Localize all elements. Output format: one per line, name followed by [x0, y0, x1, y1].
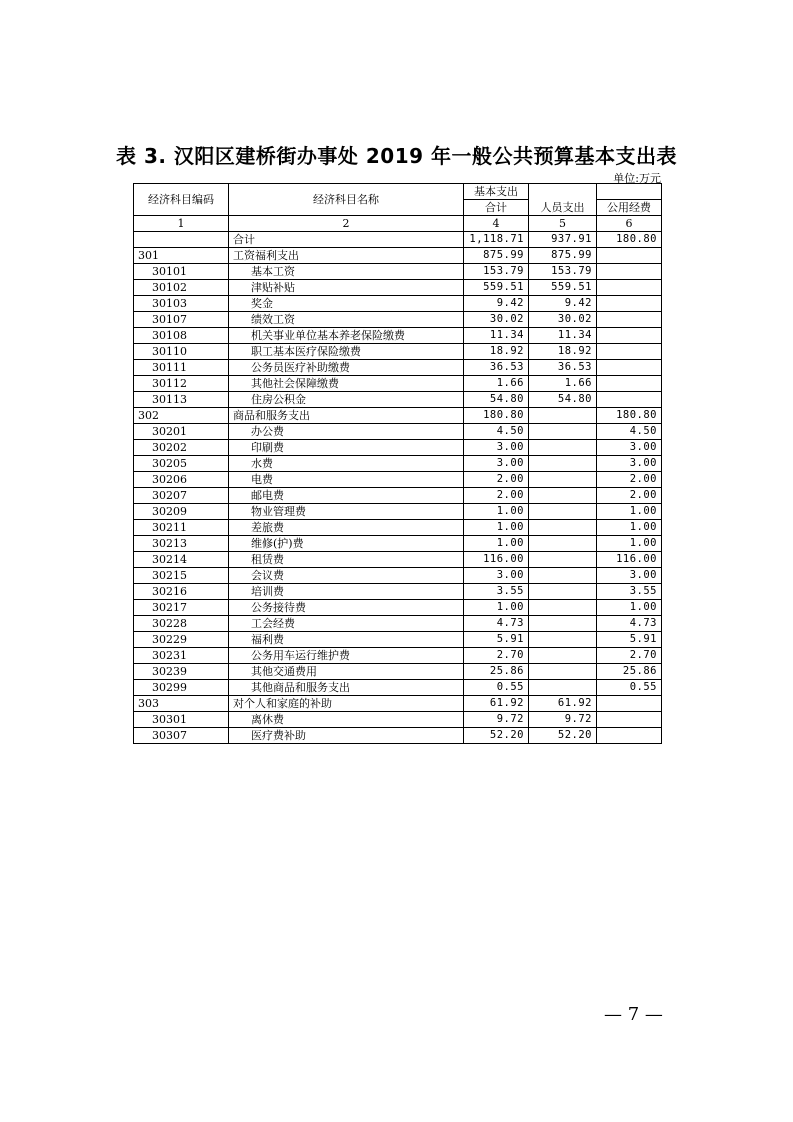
cell-name: 办公费: [229, 424, 464, 440]
cell-public: [597, 312, 662, 328]
cell-code: 30108: [134, 328, 229, 344]
table-row: [134, 424, 662, 440]
cell-personnel: [529, 680, 597, 696]
cell-personnel: 11.34: [529, 328, 597, 344]
cell-name: 会议费: [229, 568, 464, 584]
cell-total: 9.42: [464, 296, 529, 312]
cell-personnel: [529, 440, 597, 456]
table-row: [134, 408, 662, 424]
cell-name: 公务员医疗补助缴费: [229, 360, 464, 376]
cell-personnel: [529, 408, 597, 424]
cell-name: 公务用车运行维护费: [229, 648, 464, 664]
cell-name: 职工基本医疗保险缴费: [229, 344, 464, 360]
num-personnel: 5: [529, 216, 597, 232]
cell-name: 差旅费: [229, 520, 464, 536]
cell-code: 30101: [134, 264, 229, 280]
cell-total: 2.00: [464, 472, 529, 488]
table-row: [134, 296, 662, 312]
cell-personnel: 61.92: [529, 696, 597, 712]
cell-code: 30102: [134, 280, 229, 296]
cell-personnel: [529, 648, 597, 664]
cell-code: 30301: [134, 712, 229, 728]
cell-name: 租赁费: [229, 552, 464, 568]
cell-total: 0.55: [464, 680, 529, 696]
table-row: [134, 392, 662, 408]
cell-code: 30207: [134, 488, 229, 504]
cell-public: 180.80: [597, 232, 662, 248]
cell-public: 4.50: [597, 424, 662, 440]
cell-name: 合计: [229, 232, 464, 248]
cell-personnel: 9.42: [529, 296, 597, 312]
cell-total: 1.00: [464, 600, 529, 616]
cell-code: 303: [134, 696, 229, 712]
num-name: 2: [229, 216, 464, 232]
cell-personnel: 18.92: [529, 344, 597, 360]
cell-personnel: [529, 504, 597, 520]
cell-public: [597, 296, 662, 312]
cell-name: 奖金: [229, 296, 464, 312]
table-row: [134, 440, 662, 456]
table-row: [134, 712, 662, 728]
table-row: [134, 248, 662, 264]
table-row: [134, 648, 662, 664]
cell-name: 其他社会保障缴费: [229, 376, 464, 392]
header-row-1: [134, 184, 662, 200]
cell-public: 2.00: [597, 488, 662, 504]
cell-code: 301: [134, 248, 229, 264]
cell-total: 2.70: [464, 648, 529, 664]
table-row: [134, 632, 662, 648]
cell-total: 18.92: [464, 344, 529, 360]
cell-public: [597, 280, 662, 296]
cell-total: 30.02: [464, 312, 529, 328]
cell-code: 30239: [134, 664, 229, 680]
unit-label: 单位:万元: [613, 172, 661, 185]
cell-total: 3.00: [464, 440, 529, 456]
cell-name: 维修(护)费: [229, 536, 464, 552]
cell-code: 30201: [134, 424, 229, 440]
cell-public: [597, 328, 662, 344]
cell-personnel: 153.79: [529, 264, 597, 280]
cell-public: 3.00: [597, 568, 662, 584]
cell-total: 116.00: [464, 552, 529, 568]
table-row: [134, 344, 662, 360]
header-public: 公用经费: [597, 200, 662, 216]
cell-total: 36.53: [464, 360, 529, 376]
table-row: [134, 520, 662, 536]
table-row: [134, 280, 662, 296]
cell-public: 3.00: [597, 440, 662, 456]
cell-name: 商品和服务支出: [229, 408, 464, 424]
cell-personnel: [529, 664, 597, 680]
cell-code: 30209: [134, 504, 229, 520]
cell-public: 116.00: [597, 552, 662, 568]
header-basic: 基本支出: [464, 184, 529, 200]
cell-personnel: 875.99: [529, 248, 597, 264]
cell-personnel: 36.53: [529, 360, 597, 376]
cell-total: 180.80: [464, 408, 529, 424]
header-personnel: 人员支出: [529, 200, 597, 216]
cell-code: 30205: [134, 456, 229, 472]
header-total: 合计: [464, 200, 529, 216]
cell-total: 153.79: [464, 264, 529, 280]
cell-personnel: [529, 456, 597, 472]
table-body: [134, 184, 662, 744]
cell-code: 30206: [134, 472, 229, 488]
table-row: [134, 360, 662, 376]
cell-personnel: [529, 584, 597, 600]
budget-table: [133, 183, 662, 744]
cell-public: [597, 264, 662, 280]
cell-personnel: [529, 568, 597, 584]
table-row: [134, 328, 662, 344]
table-row: [134, 232, 662, 248]
table-row: [134, 552, 662, 568]
cell-code: 30110: [134, 344, 229, 360]
cell-personnel: 937.91: [529, 232, 597, 248]
cell-public: 2.70: [597, 648, 662, 664]
cell-code: 30216: [134, 584, 229, 600]
cell-total: 875.99: [464, 248, 529, 264]
cell-code: 30231: [134, 648, 229, 664]
cell-code: 30215: [134, 568, 229, 584]
cell-public: [597, 696, 662, 712]
table-row: [134, 728, 662, 744]
cell-name: 机关事业单位基本养老保险缴费: [229, 328, 464, 344]
table-row: [134, 472, 662, 488]
cell-total: 3.55: [464, 584, 529, 600]
cell-personnel: [529, 632, 597, 648]
cell-total: 1.00: [464, 520, 529, 536]
header-code: 经济科目编码: [134, 184, 229, 216]
cell-code: 30307: [134, 728, 229, 744]
cell-name: 其他交通费用: [229, 664, 464, 680]
cell-total: 61.92: [464, 696, 529, 712]
cell-personnel: 9.72: [529, 712, 597, 728]
cell-name: 基本工资: [229, 264, 464, 280]
cell-personnel: [529, 552, 597, 568]
cell-personnel: [529, 424, 597, 440]
cell-public: 1.00: [597, 504, 662, 520]
cell-code: 30112: [134, 376, 229, 392]
cell-name: 印刷费: [229, 440, 464, 456]
table-row: [134, 696, 662, 712]
header-name: 经济科目名称: [229, 184, 464, 216]
cell-public: 180.80: [597, 408, 662, 424]
table-row: [134, 680, 662, 696]
table-row: [134, 616, 662, 632]
cell-total: 4.73: [464, 616, 529, 632]
table-row: [134, 312, 662, 328]
cell-public: 4.73: [597, 616, 662, 632]
cell-personnel: 52.20: [529, 728, 597, 744]
cell-code: 302: [134, 408, 229, 424]
cell-public: 3.55: [597, 584, 662, 600]
cell-personnel: [529, 600, 597, 616]
table-row: [134, 584, 662, 600]
cell-personnel: [529, 488, 597, 504]
cell-name: 医疗费补助: [229, 728, 464, 744]
cell-public: 1.00: [597, 536, 662, 552]
cell-public: [597, 376, 662, 392]
table-row: [134, 536, 662, 552]
cell-name: 邮电费: [229, 488, 464, 504]
cell-public: 2.00: [597, 472, 662, 488]
cell-name: 绩效工资: [229, 312, 464, 328]
cell-personnel: 30.02: [529, 312, 597, 328]
cell-name: 电费: [229, 472, 464, 488]
cell-total: 4.50: [464, 424, 529, 440]
cell-code: 30113: [134, 392, 229, 408]
page-number: — 7 —: [604, 1004, 663, 1025]
cell-personnel: [529, 616, 597, 632]
table-row: [134, 376, 662, 392]
table-row: [134, 568, 662, 584]
cell-public: 1.00: [597, 600, 662, 616]
cell-name: 福利费: [229, 632, 464, 648]
cell-name: 工资福利支出: [229, 248, 464, 264]
cell-public: 1.00: [597, 520, 662, 536]
header-blank-4: [529, 184, 597, 200]
cell-code: 30111: [134, 360, 229, 376]
cell-code: 30214: [134, 552, 229, 568]
header-blank-5: [597, 184, 662, 200]
cell-total: 9.72: [464, 712, 529, 728]
cell-public: [597, 248, 662, 264]
cell-total: 1.00: [464, 504, 529, 520]
table-row: [134, 504, 662, 520]
cell-total: 1.00: [464, 536, 529, 552]
header-number-row: [134, 216, 662, 232]
table-title: 表 3. 汉阳区建桥街办事处 2019 年一般公共预算基本支出表: [115, 144, 678, 168]
cell-public: [597, 392, 662, 408]
cell-personnel: 1.66: [529, 376, 597, 392]
cell-total: 54.80: [464, 392, 529, 408]
cell-total: 3.00: [464, 456, 529, 472]
table-row: [134, 456, 662, 472]
cell-public: 3.00: [597, 456, 662, 472]
cell-code: 30299: [134, 680, 229, 696]
cell-public: 0.55: [597, 680, 662, 696]
cell-name: 住房公积金: [229, 392, 464, 408]
cell-total: 25.86: [464, 664, 529, 680]
cell-code: 30228: [134, 616, 229, 632]
cell-code: 30217: [134, 600, 229, 616]
cell-total: 5.91: [464, 632, 529, 648]
cell-personnel: [529, 472, 597, 488]
cell-total: 559.51: [464, 280, 529, 296]
cell-total: 11.34: [464, 328, 529, 344]
cell-name: 工会经费: [229, 616, 464, 632]
cell-total: 2.00: [464, 488, 529, 504]
cell-code: 30229: [134, 632, 229, 648]
cell-personnel: [529, 520, 597, 536]
cell-name: 水费: [229, 456, 464, 472]
cell-public: [597, 712, 662, 728]
cell-code: 30103: [134, 296, 229, 312]
cell-name: 津贴补贴: [229, 280, 464, 296]
cell-name: 对个人和家庭的补助: [229, 696, 464, 712]
table-row: [134, 600, 662, 616]
cell-personnel: [529, 536, 597, 552]
cell-total: 1,118.71: [464, 232, 529, 248]
cell-code: 30202: [134, 440, 229, 456]
cell-total: 52.20: [464, 728, 529, 744]
table-row: [134, 664, 662, 680]
cell-public: [597, 344, 662, 360]
cell-personnel: 54.80: [529, 392, 597, 408]
cell-name: 物业管理费: [229, 504, 464, 520]
cell-public: [597, 360, 662, 376]
cell-public: [597, 728, 662, 744]
cell-personnel: 559.51: [529, 280, 597, 296]
num-total: 4: [464, 216, 529, 232]
cell-code: [134, 232, 229, 248]
cell-name: 培训费: [229, 584, 464, 600]
cell-name: 其他商品和服务支出: [229, 680, 464, 696]
table-row: [134, 264, 662, 280]
cell-code: 30107: [134, 312, 229, 328]
table-row: [134, 488, 662, 504]
cell-public: 25.86: [597, 664, 662, 680]
num-code: 1: [134, 216, 229, 232]
cell-total: 1.66: [464, 376, 529, 392]
cell-code: 30213: [134, 536, 229, 552]
cell-public: 5.91: [597, 632, 662, 648]
cell-total: 3.00: [464, 568, 529, 584]
num-public: 6: [597, 216, 662, 232]
cell-name: 离休费: [229, 712, 464, 728]
cell-code: 30211: [134, 520, 229, 536]
cell-name: 公务接待费: [229, 600, 464, 616]
